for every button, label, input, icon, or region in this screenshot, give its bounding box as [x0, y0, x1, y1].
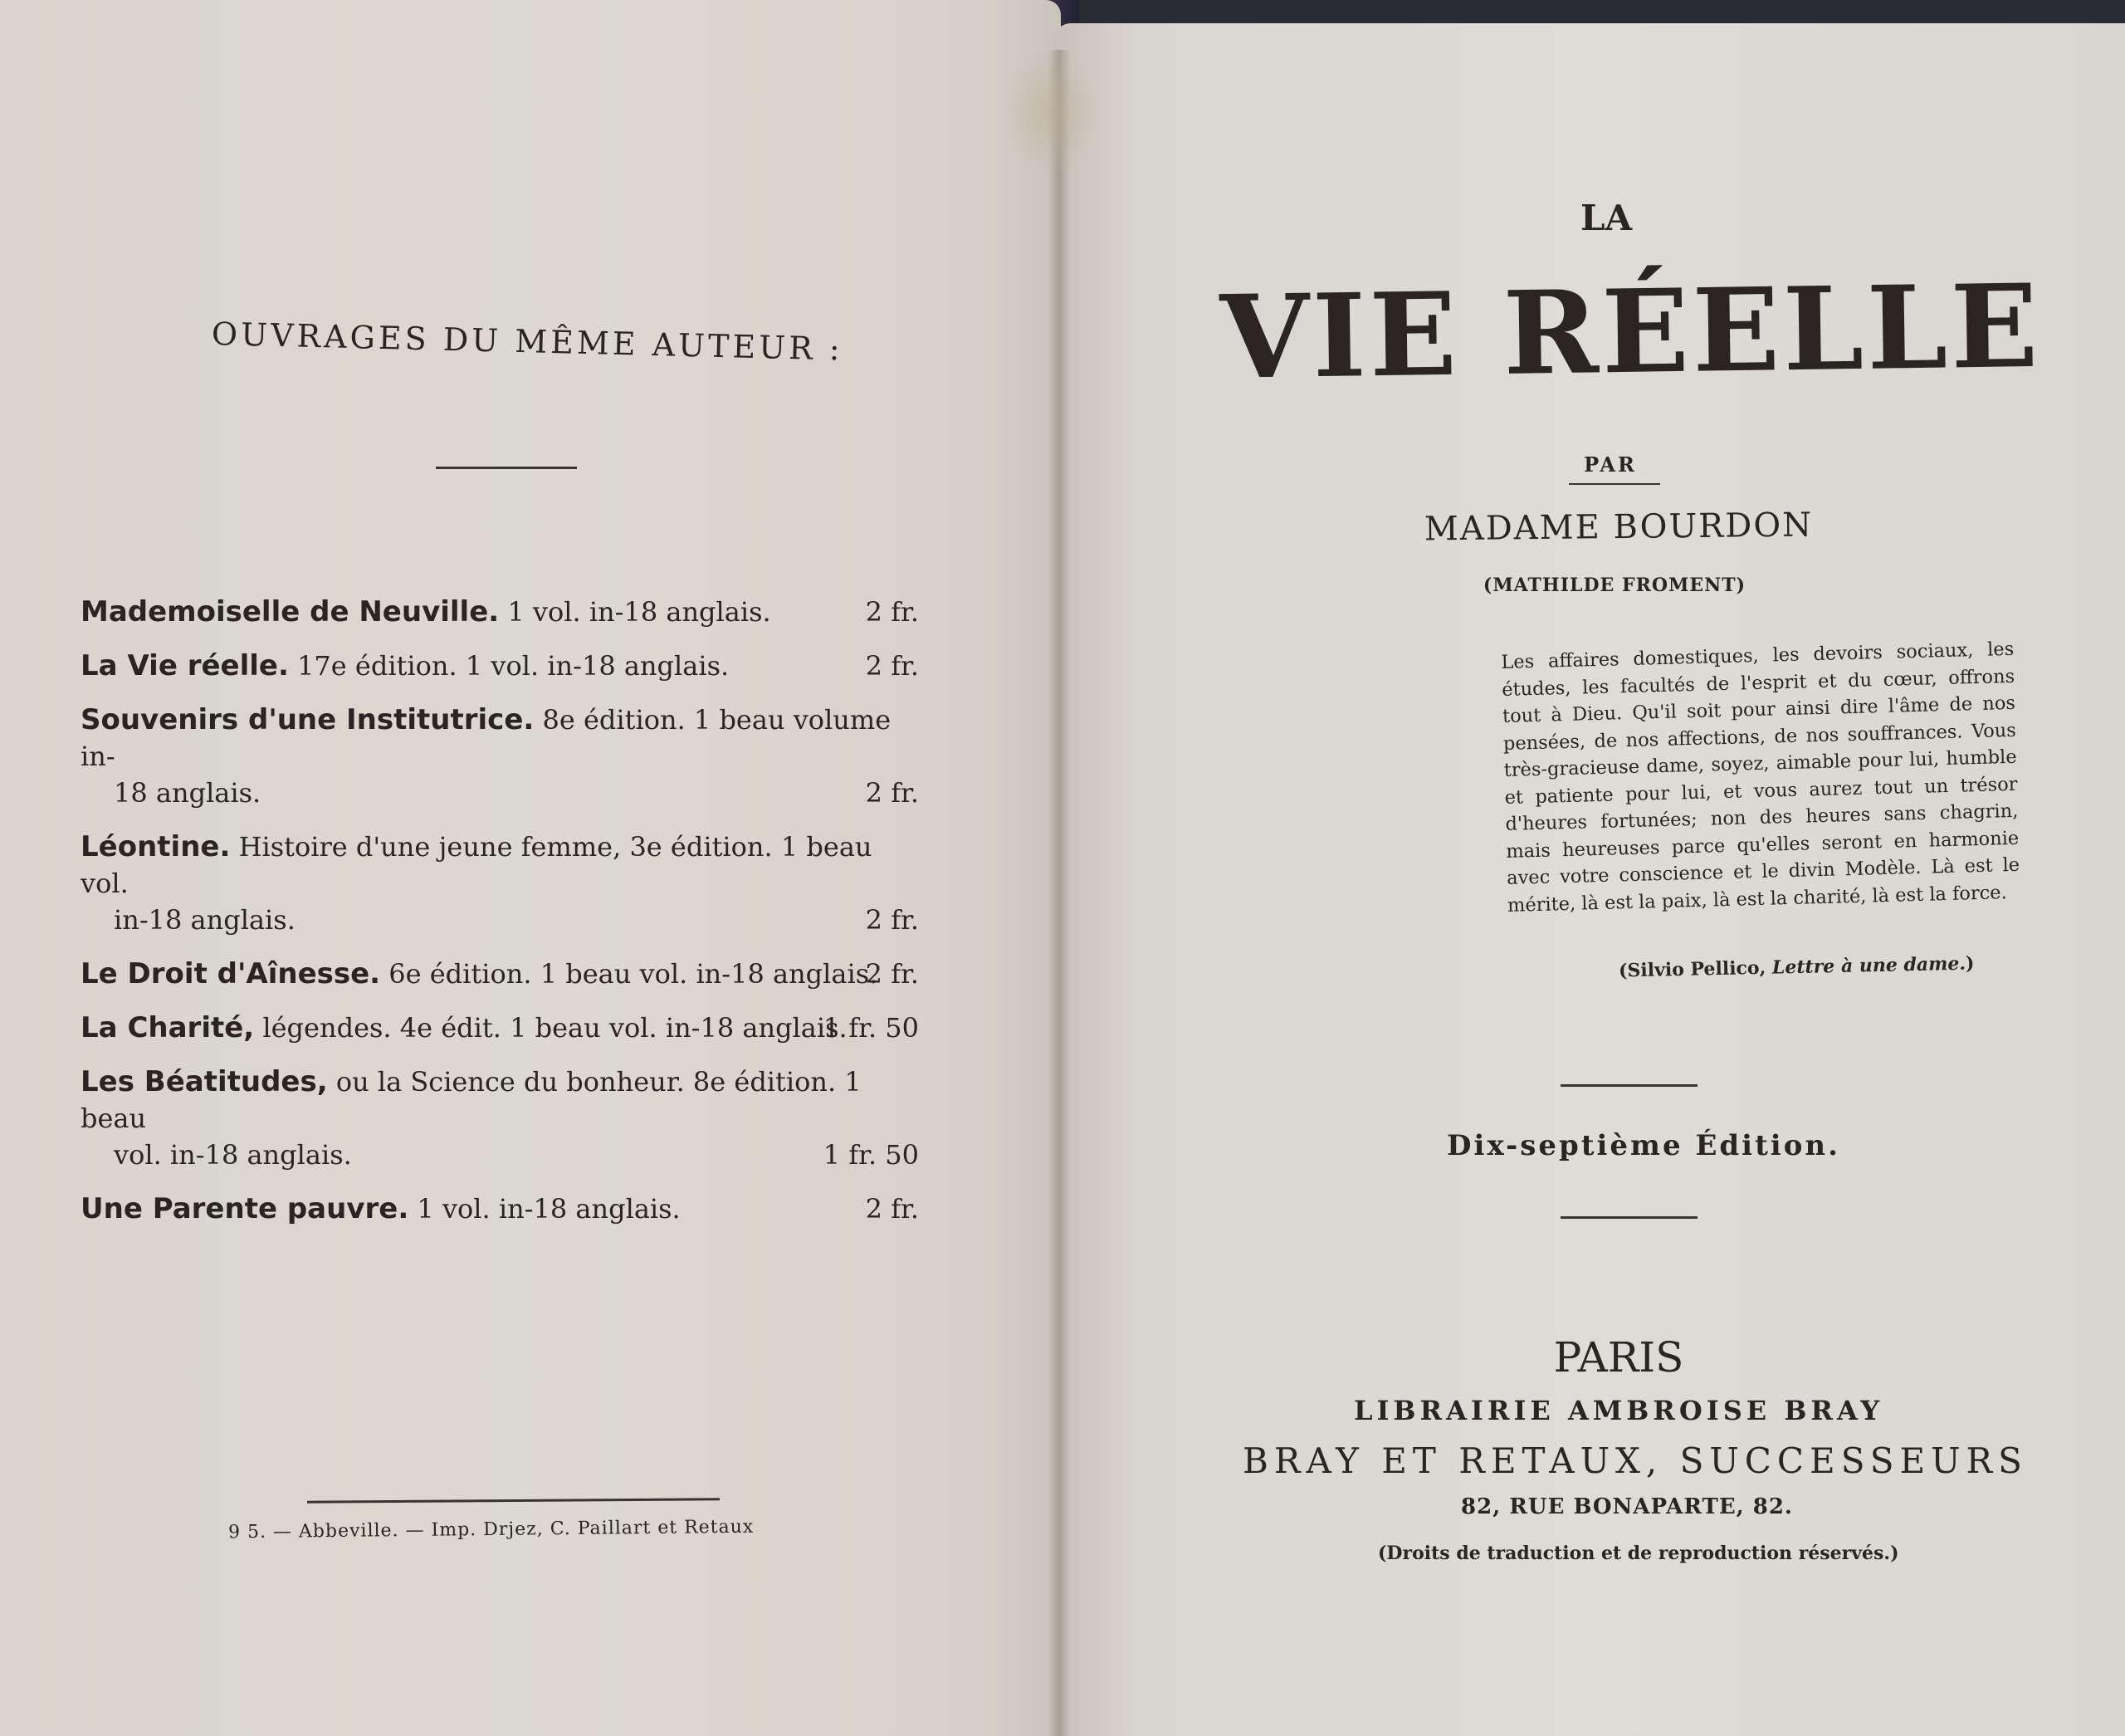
book-gutter — [1048, 50, 1071, 1736]
printer-imprint: 9 5. — Abbeville. — Imp. Drjez, C. Paillart et Retaux — [227, 1516, 755, 1543]
work-details: 1 vol. in-18 anglais. — [499, 596, 771, 628]
work-details-continued: in-18 anglais. — [114, 904, 296, 936]
author-name: MADAME BOURDON — [1424, 506, 1814, 549]
work-entry — [81, 1064, 919, 1173]
printer-divider — [307, 1498, 720, 1503]
work-details-continued: 18 anglais. — [114, 777, 261, 809]
work-title: Le Droit d'Aînesse. — [81, 957, 381, 990]
work-line — [81, 648, 919, 684]
work-entry — [81, 829, 919, 938]
epigraph-close: ) — [1965, 952, 1975, 975]
work-details: 1 vol. in-18 anglais. — [408, 1193, 681, 1225]
by-underline — [1569, 483, 1660, 485]
work-title: La Charité, — [81, 1011, 255, 1044]
work-details-continued: vol. in-18 anglais. — [114, 1139, 352, 1171]
work-details: légendes. 4e édit. 1 beau vol. in-18 anglais. — [254, 1012, 848, 1044]
publisher-address: 82, RUE BONAPARTE, 82. — [1461, 1494, 1793, 1519]
title-article: LA — [1580, 198, 1633, 238]
work-line — [81, 1191, 919, 1227]
work-line — [81, 1064, 919, 1137]
work-price: 1 fr. 50 — [823, 1139, 919, 1171]
edition-label: Dix-septième Édition. — [1447, 1129, 1840, 1162]
work-price: 2 fr. — [865, 777, 919, 809]
edition-divider-bottom — [1561, 1216, 1698, 1219]
work-title: Les Béatitudes, — [81, 1065, 328, 1098]
work-title: Mademoiselle de Neuville. — [81, 595, 500, 628]
work-details: 6e édition. 1 beau vol. in-18 anglais. — [380, 958, 878, 990]
left-page — [0, 0, 1061, 1736]
work-price: 2 fr. — [865, 1193, 919, 1225]
work-entry — [81, 648, 919, 684]
works-list — [81, 594, 919, 1245]
work-line — [81, 702, 919, 775]
work-line — [81, 956, 919, 992]
work-line — [81, 829, 919, 902]
work-details: ou la Science du bonheur. 8e édition. 1 beau — [81, 1066, 862, 1134]
work-price: 2 fr. — [865, 596, 919, 628]
work-entry — [81, 594, 919, 630]
publisher-successors: BRAY ET RETAUX, SUCCESSEURS — [1243, 1440, 2028, 1481]
work-price: 2 fr. — [865, 650, 919, 682]
work-entry — [81, 1010, 919, 1046]
page-stain — [1000, 50, 1100, 174]
works-list-heading: OUVRAGES DU MÊME AUTEUR : — [211, 315, 844, 368]
work-title: Léontine. — [81, 830, 231, 863]
epigraph-work: Lettre à une dame. — [1771, 952, 1966, 979]
work-title: Une Parente pauvre. — [81, 1192, 409, 1225]
work-details: 17e édition. 1 vol. in-18 anglais. — [288, 650, 730, 682]
work-entry — [81, 956, 919, 992]
author-alias: (MATHILDE FROMENT) — [1483, 575, 1746, 596]
work-details: 8e édition. 1 beau volume in- — [81, 704, 892, 772]
work-price: 2 fr. — [865, 904, 919, 936]
heading-divider — [436, 467, 577, 469]
work-details: Histoire d'une jeune femme, 3e édition. 1 beau vol. — [81, 831, 872, 899]
by-label: PAR — [1584, 452, 1637, 477]
work-line — [81, 1010, 919, 1046]
work-title: La Vie réelle. — [81, 649, 289, 682]
work-entry — [81, 702, 919, 811]
work-price: 2 fr. — [865, 958, 919, 990]
epigraph-text: Les affaires domestiques, les devoirs sociaux, les études, les facultés de l'esprit et du cœur, offrons tout à Dieu. Qu'il soit pour ainsi dire l'âme de nos pensées, de nos affections, de nos souffrances. Vous très-gracieuse dame, soyez, aimable pour lui, humble et patiente pour lui, et vous aurez tout un trésor d'heures fortunées; non des heures sans chagrin, mais heureuses parce qu'elles seront en harmonie avec votre conscience et le divin Modèle. Là est le mérite, là est la paix, là est la charité, là est la force. — [1501, 638, 2020, 917]
publisher-name: LIBRAIRIE AMBROISE BRAY — [1353, 1395, 1884, 1426]
book-title: VIE RÉELLE — [1219, 257, 2043, 405]
work-title: Souvenirs d'une Institutrice. — [81, 703, 535, 736]
work-entry — [81, 1191, 919, 1227]
work-price: 1 fr. 50 — [823, 1012, 919, 1044]
work-line — [81, 594, 919, 630]
publication-city: PARIS — [1553, 1333, 1684, 1381]
edition-divider-top — [1561, 1084, 1698, 1087]
epigraph-author: (Silvio Pellico, — [1618, 956, 1773, 982]
rights-notice: (Droits de traduction et de reproduction réservés.) — [1378, 1543, 1899, 1564]
